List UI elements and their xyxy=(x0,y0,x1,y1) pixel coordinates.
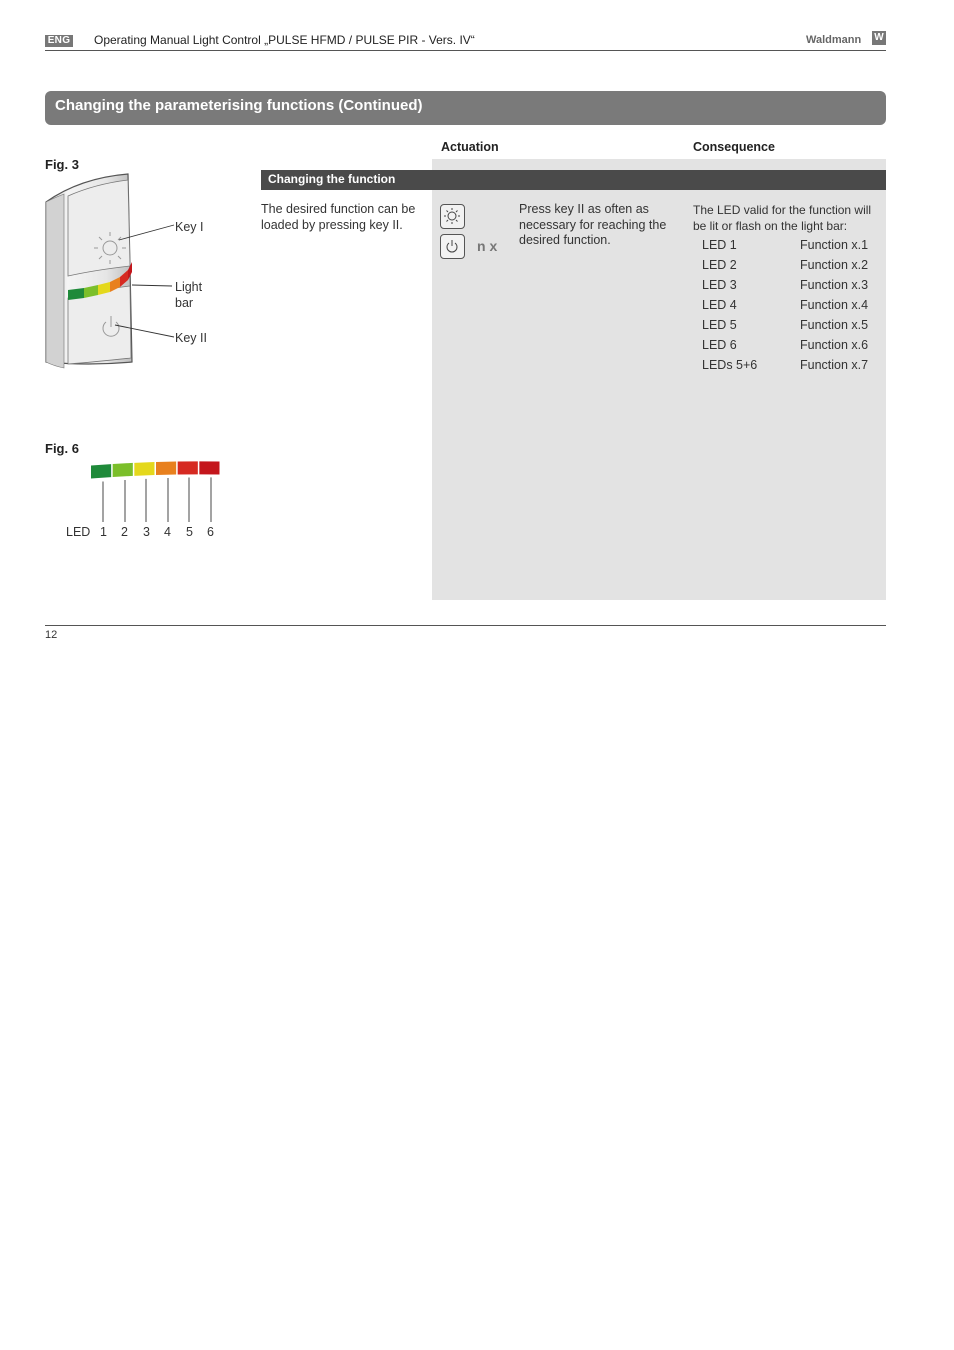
led-number-1: 1 xyxy=(100,525,107,539)
led-axis-label: LED xyxy=(66,525,91,539)
callout-light-bar-line2: bar xyxy=(175,296,194,310)
switch-device-illustration xyxy=(40,172,180,377)
led-segment-6 xyxy=(199,461,219,474)
callout-key-1: Key I xyxy=(175,220,204,234)
led-map-function-2: Function x.2 xyxy=(800,258,869,272)
led-map-led-2: LED 2 xyxy=(702,258,737,272)
led-number-6: 6 xyxy=(207,525,214,539)
led-segment-4 xyxy=(156,462,176,475)
function-description: The desired function can be loaded by pressing key II. xyxy=(261,202,416,232)
led-map-function-7: Function x.7 xyxy=(800,358,869,372)
led-segment-1 xyxy=(91,464,111,478)
sun-icon xyxy=(441,205,463,227)
function-heading-bar xyxy=(261,170,886,190)
led-map-function-6: Function x.6 xyxy=(800,338,869,352)
brand-name: Waldmann xyxy=(806,34,862,46)
led-map-led-3: LED 3 xyxy=(702,278,737,292)
led-map-led-6: LED 6 xyxy=(702,338,737,352)
language-badge: ENG xyxy=(45,35,73,47)
led-map-function-4: Function x.4 xyxy=(800,298,869,312)
led-number-4: 4 xyxy=(164,525,171,539)
section-title: Changing the parameterising functions (Continued) xyxy=(45,91,886,125)
power-icon xyxy=(441,235,463,257)
function-heading: Changing the function xyxy=(268,172,396,186)
led-segment-3 xyxy=(134,462,154,476)
fig3-label: Fig. 3 xyxy=(45,157,79,172)
fig6-label: Fig. 6 xyxy=(45,441,79,456)
led-segment-2 xyxy=(113,463,133,477)
page-number: 12 xyxy=(45,629,58,641)
led-map-led-5: LED 5 xyxy=(702,318,737,332)
led-map-function-1: Function x.1 xyxy=(800,238,869,252)
key-2-button-icon xyxy=(440,234,465,259)
brand-logo: W xyxy=(872,31,886,45)
footer-divider xyxy=(45,625,886,626)
led-map-function-5: Function x.5 xyxy=(800,318,869,332)
led-number-5: 5 xyxy=(186,525,193,539)
callout-key-2: Key II xyxy=(175,331,207,345)
header-divider xyxy=(45,50,886,51)
document-title: Operating Manual Light Control „PULSE HFMD / PULSE PIR - Vers. IV“ xyxy=(94,33,475,47)
led-map-function-3: Function x.3 xyxy=(800,278,869,292)
led-map-led-1: LED 1 xyxy=(702,238,737,252)
consequence-intro: The LED valid for the function will be lit or flash on the light bar: xyxy=(693,203,872,233)
callout-light-bar-line1: Light xyxy=(175,280,203,294)
led-bar-diagram xyxy=(88,458,224,526)
repeat-count-label: n x xyxy=(477,238,498,254)
led-map-led-5-6: LEDs 5+6 xyxy=(702,358,758,372)
led-map-led-4: LED 4 xyxy=(702,298,737,312)
column-header-actuation: Actuation xyxy=(441,140,499,154)
led-number-3: 3 xyxy=(143,525,150,539)
led-segment-5 xyxy=(178,461,198,474)
led-number-2: 2 xyxy=(121,525,128,539)
key-1-button-icon xyxy=(440,204,465,229)
column-header-consequence: Consequence xyxy=(693,140,775,154)
actuation-instruction: Press key II as often as necessary for reaching the desired function. xyxy=(519,202,667,247)
